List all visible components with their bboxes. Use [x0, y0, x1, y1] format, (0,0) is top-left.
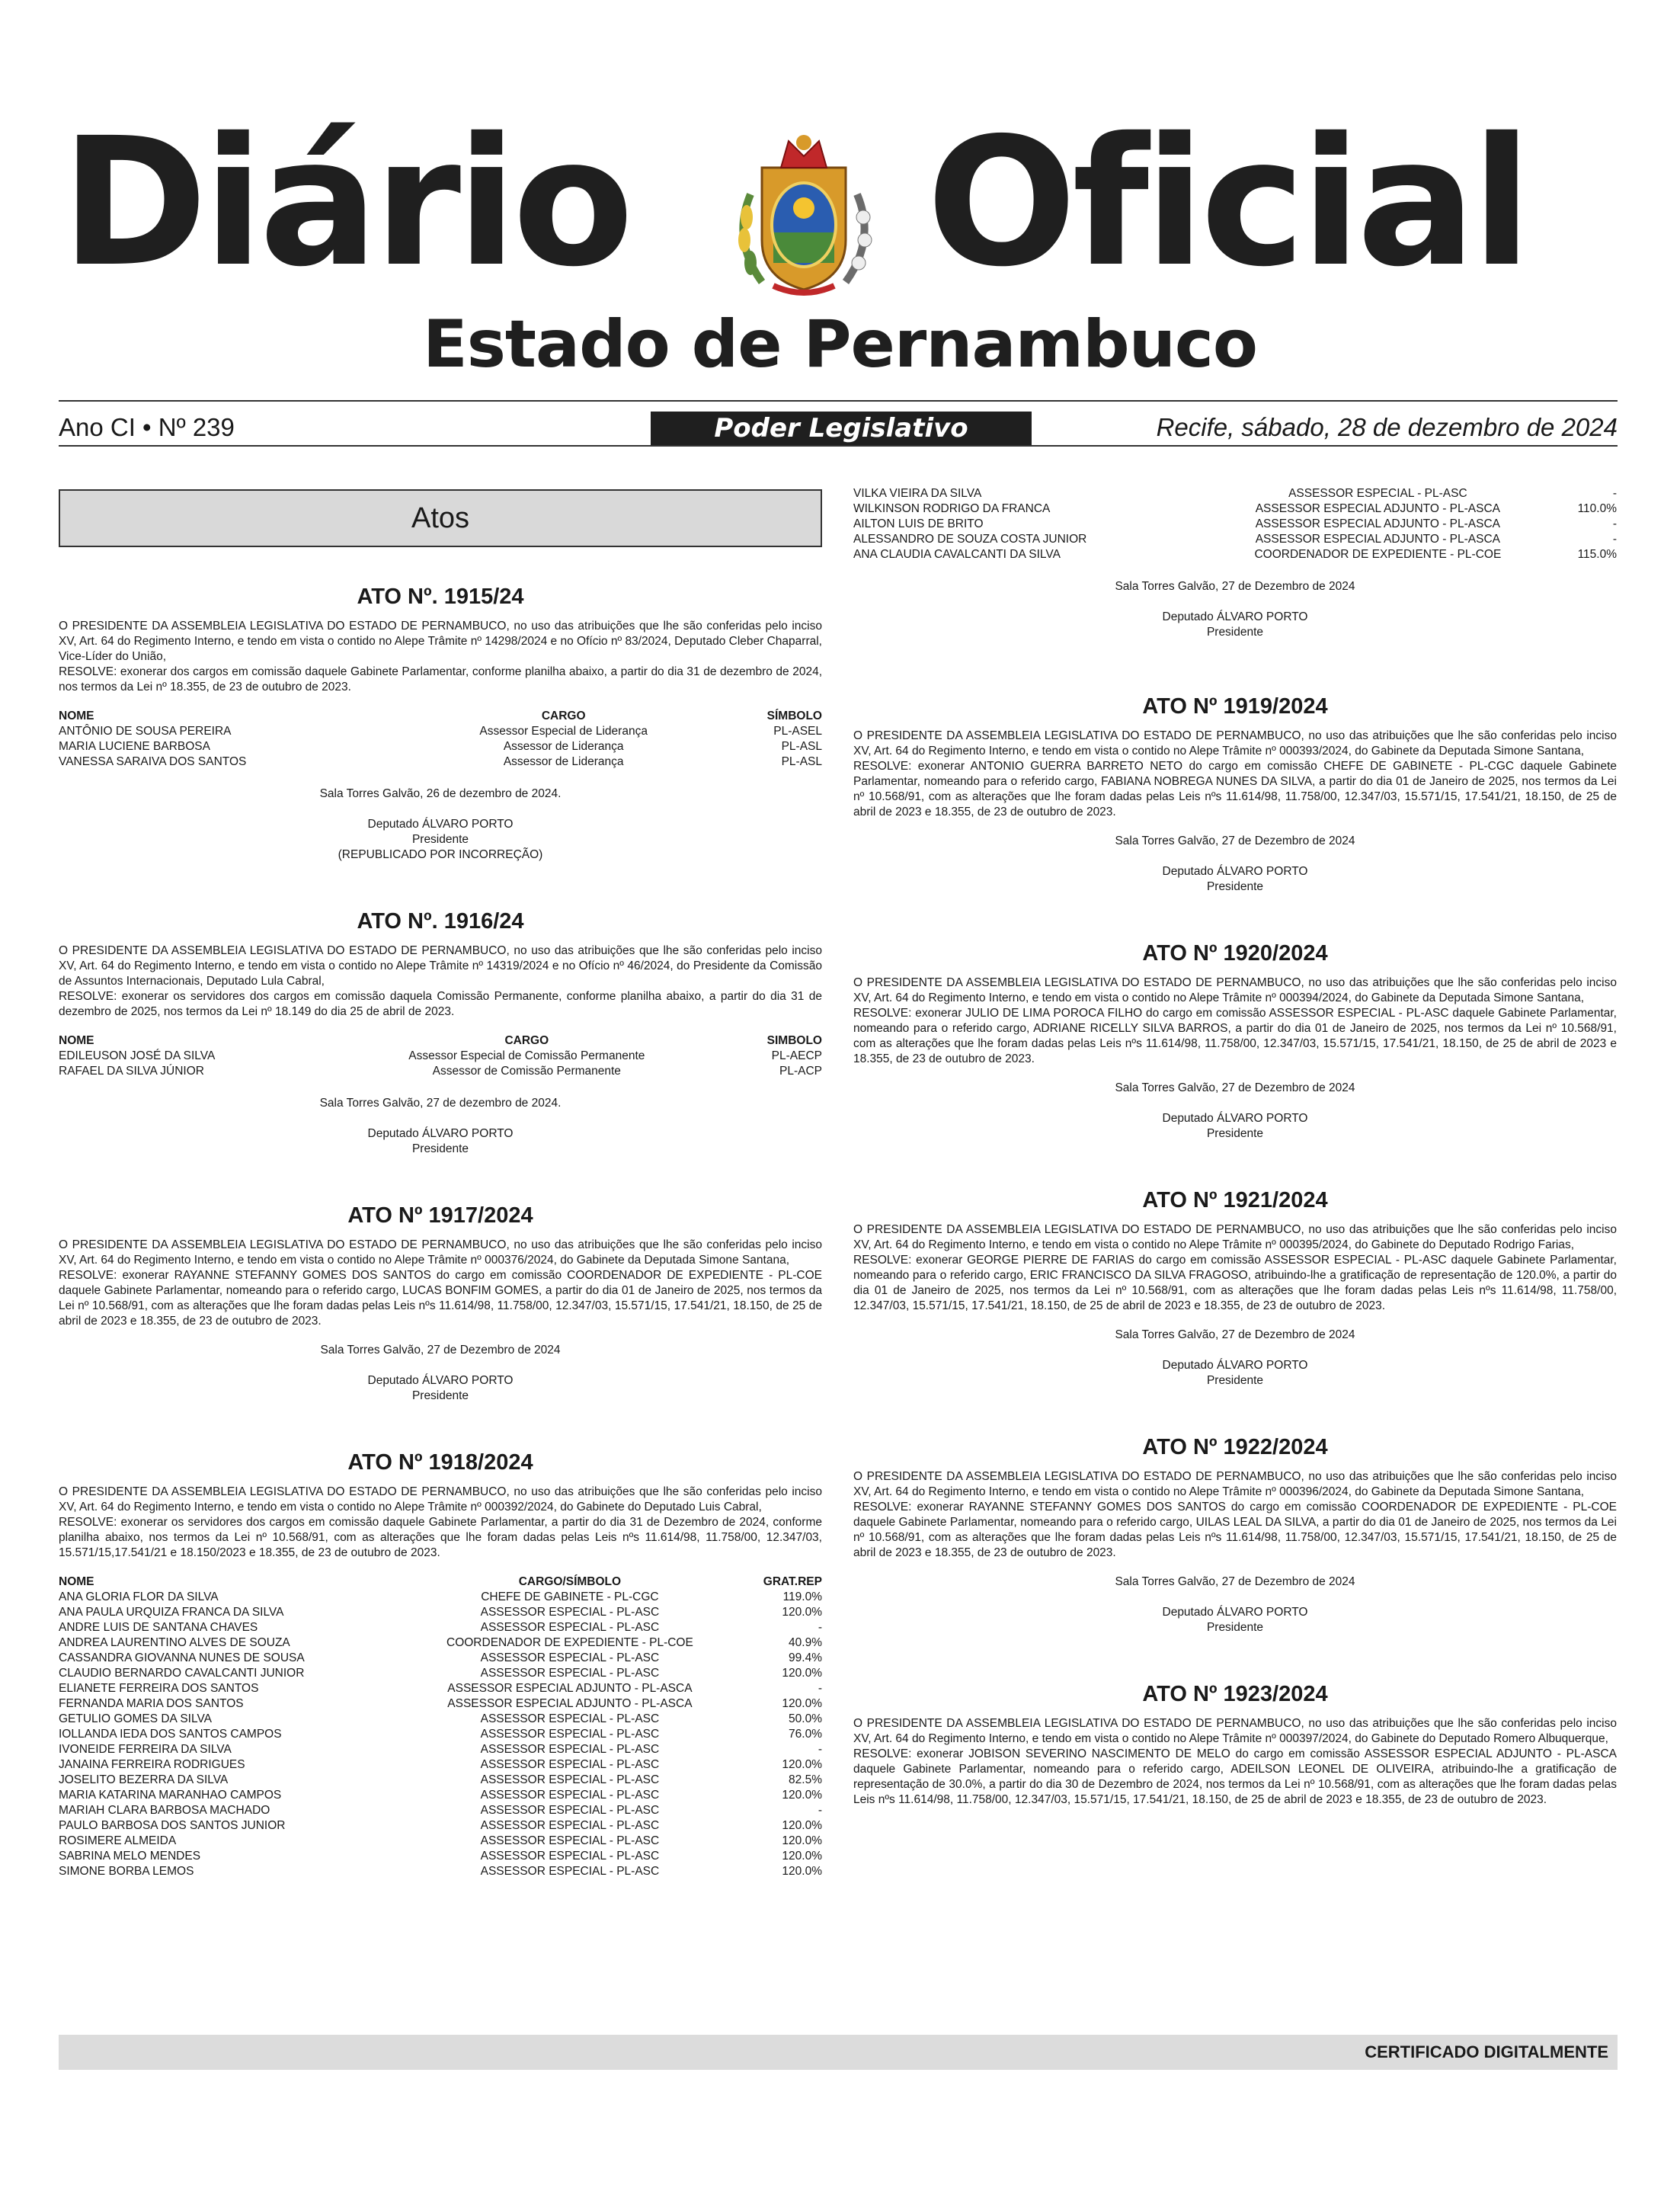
- sign-name: Deputado ÁLVARO PORTO: [1162, 1112, 1308, 1125]
- table-cell: ASSESSOR ESPECIAL ADJUNTO - PL-ASCA: [1255, 517, 1501, 530]
- ato-1919: [853, 693, 1617, 895]
- table-row: [59, 1590, 822, 1605]
- issue-number: Ano CI • Nº 239: [59, 413, 235, 441]
- table-cell: SABRINA MELO MENDES: [59, 1850, 201, 1863]
- issue-date: Recife, sábado, 28 de dezembro de 2024: [1156, 413, 1618, 441]
- ato-signature: [59, 1343, 822, 1404]
- left-column: [59, 480, 822, 1925]
- table-cell: 115.0%: [1577, 548, 1617, 561]
- continued-table: [853, 486, 1617, 562]
- ato-resolve: RESOLVE: exonerar JOBISON SEVERINO NASCIMENTO DE MELO do cargo em comissão ASSESSOR ESPECIAL ADJUNTO - PL-ASCA daquele Gabinete Parlamentar, nomeando para o referido cargo, ADEILSON LEONEL DE OLIVEIRA, atribuindo-lhe a gratificação de representação de 30.0%, a partir do dia 30 de Dezembro de 2024, nos termos da Lei nº 10.568/91, com as alterações que lhe foram dadas pelas Leis nºs 11.614/98, 11.758/00, 12.347/03, 15.571/15, 17.541/21, 18.150, de 25 de abril de 2023 e 18.355, de 23 de outubro de 2023.: [853, 1747, 1617, 1806]
- table-row: [59, 1666, 822, 1681]
- table-cell: IOLLANDA IEDA DOS SANTOS CAMPOS: [59, 1728, 282, 1741]
- table-cell: PL-ASL: [781, 740, 822, 753]
- masthead-subtitle: Estado de Pernambuco: [423, 306, 1257, 383]
- ato-1918: [59, 1449, 822, 1879]
- ato-title: ATO Nº 1917/2024: [347, 1203, 533, 1228]
- table-body: [59, 1590, 822, 1879]
- table-row: [853, 486, 1617, 501]
- sign-name: Deputado ÁLVARO PORTO: [1162, 1606, 1308, 1619]
- table-row: [59, 1049, 822, 1064]
- table-cell: 50.0%: [789, 1712, 822, 1725]
- table-cell: ASSESSOR ESPECIAL - PL-ASC: [480, 1865, 660, 1878]
- table-cell: 120.0%: [782, 1819, 822, 1832]
- table-cell: ANTÔNIO DE SOUSA PEREIRA: [59, 725, 232, 738]
- table-cell: CASSANDRA GIOVANNA NUNES DE SOUSA: [59, 1651, 305, 1664]
- table-cell: ASSESSOR ESPECIAL - PL-ASC: [480, 1743, 660, 1756]
- ato-1918-continued: [853, 486, 1617, 640]
- table-cell: COORDENADOR DE EXPEDIENTE - PL-COE: [1254, 548, 1502, 561]
- ato-body: O PRESIDENTE DA ASSEMBLEIA LEGISLATIVA DO ESTADO DE PERNAMBUCO, no uso das atribuições que lhe são conferidas pelo inciso XV, Art. 64 do Regimento Interno, e tendo em vista o contido no Alepe Trâmite nº 000396/2024, do Gabinete da Deputada Simone Santana,: [853, 1470, 1617, 1498]
- table-cell: MARIAH CLARA BARBOSA MACHADO: [59, 1804, 270, 1817]
- ato-table: [59, 1033, 822, 1079]
- sign-role: Presidente: [411, 1142, 469, 1155]
- masthead: [0, 0, 1680, 457]
- table-header: NOME: [59, 1034, 94, 1047]
- sign-place: Sala Torres Galvão, 26 de dezembro de 2024.: [319, 787, 562, 800]
- table-cell: GETULIO GOMES DA SILVA: [59, 1712, 212, 1725]
- table-cell: ASSESSOR ESPECIAL - PL-ASC: [480, 1667, 660, 1680]
- pernambuco-crest-icon: [728, 126, 880, 301]
- sign-name: Deputado ÁLVARO PORTO: [367, 1127, 514, 1140]
- table-cell: ASSESSOR ESPECIAL - PL-ASC: [1288, 487, 1467, 500]
- table-cell: -: [818, 1621, 822, 1634]
- table-cell: 119.0%: [782, 1590, 822, 1603]
- table-header: NOME: [59, 1575, 94, 1588]
- table-cell: FERNANDA MARIA DOS SANTOS: [59, 1697, 244, 1710]
- table-cell: PL-ACP: [779, 1065, 822, 1078]
- table-cell: JOSELITO BEZERRA DA SILVA: [59, 1773, 229, 1786]
- ato-1923: [853, 1681, 1617, 1808]
- section-title: Atos: [59, 489, 822, 547]
- table-row: [59, 1773, 822, 1788]
- ato-title: ATO Nº 1919/2024: [1142, 694, 1328, 719]
- table-cell: PL-ASL: [781, 755, 822, 768]
- ato-signature: [853, 579, 1617, 640]
- ato-signature: [853, 1328, 1617, 1389]
- ato-title: ATO Nº 1921/2024: [1142, 1188, 1328, 1212]
- table-row: [59, 1727, 822, 1742]
- table-cell: ASSESSOR ESPECIAL - PL-ASC: [480, 1819, 660, 1832]
- ato-resolve: RESOLVE: exonerar RAYANNE STEFANNY GOMES DOS SANTOS do cargo em comissão COORDENADOR DE EXPEDIENTE - PL-COE daquele Gabinete Parlamentar, nomeando para o referido cargo, UILAS LEAL DA SILVA, a partir do dia 01 de Janeiro de 2025, nos termos da Lei nº 10.568/91, com as alterações que lhe foram dadas pelas Leis nºs 11.614/98, 11.758/00, 12.347/03, 15.571/15, 17.541/21, 18.150, de 25 de abril de 2023 e 18.355, de 23 de outubro de 2023.: [853, 1501, 1617, 1559]
- table-cell: 110.0%: [1577, 502, 1617, 515]
- table-cell: 99.4%: [789, 1651, 822, 1664]
- table-cell: PAULO BARBOSA DOS SANTOS JUNIOR: [59, 1819, 286, 1832]
- masthead-title-right: Oficial: [926, 100, 1528, 306]
- table-cell: ASSESSOR ESPECIAL - PL-ASC: [480, 1758, 660, 1771]
- table-cell: 120.0%: [782, 1865, 822, 1878]
- table-row: [853, 517, 1617, 532]
- table-cell: Assessor Especial de Comissão Permanente: [408, 1049, 645, 1062]
- table-cell: AILTON LUIS DE BRITO: [853, 517, 984, 530]
- table-cell: 120.0%: [782, 1667, 822, 1680]
- table-cell: JANAINA FERREIRA RODRIGUES: [59, 1758, 245, 1771]
- ato-signature: [59, 786, 822, 863]
- ato-resolve: RESOLVE: exonerar dos cargos em comissão daquele Gabinete Parlamentar, conforme planilha abaixo, a partir do dia 31 de dezembro de 2024, nos termos da Lei nº 18.355, de 23 de outubro de 2023.: [59, 665, 822, 693]
- sign-place: Sala Torres Galvão, 27 de Dezembro de 2024: [1115, 834, 1355, 847]
- table-cell: VILKA VIEIRA DA SILVA: [853, 487, 982, 500]
- table-cell: VANESSA SARAIVA DOS SANTOS: [59, 755, 247, 768]
- table-cell: RAFAEL DA SILVA JÚNIOR: [59, 1065, 204, 1078]
- sign-name: Deputado ÁLVARO PORTO: [1162, 865, 1308, 878]
- table-header: GRAT.REP: [763, 1575, 822, 1588]
- ato-1920: [853, 940, 1617, 1142]
- sign-note: (REPUBLICADO POR INCORREÇÃO): [338, 848, 543, 861]
- table-cell: COORDENADOR DE EXPEDIENTE - PL-COE: [446, 1636, 693, 1649]
- sign-name: Deputado ÁLVARO PORTO: [1162, 1359, 1308, 1372]
- ato-body: O PRESIDENTE DA ASSEMBLEIA LEGISLATIVA DO ESTADO DE PERNAMBUCO, no uso das atribuições que lhe são conferidas pelo inciso XV, Art. 64 do Regimento Interno, e tendo em vista o contido no Alepe Trâmite nº 000394/2024, do Gabinete da Deputada Simone Santana,: [853, 976, 1617, 1004]
- ato-1922: [853, 1434, 1617, 1635]
- table-header: CARGO: [504, 1034, 549, 1047]
- ato-resolve: RESOLVE: exonerar GEORGE PIERRE DE FARIAS do cargo em comissão ASSESSOR ESPECIAL - PL-ASC daquele Gabinete Parlamentar, nomeando para o referido cargo, ERIC FRANCISCO DA SILVA FRAGOSO, atribuindo-lhe a gratificação de representação de 120.0%, a partir do dia 01 de Janeiro de 2025, nos termos da Lei nº 10.568/91, com as alterações que lhe foram dadas pelas Leis nºs 11.614/98, 11.758/00, 12.347/03, 15.571/15, 17.541/21, 18.150, de 25 de abril de 2023 e 18.355, de 23 de outubro de 2023.: [853, 1254, 1617, 1312]
- table-body: [853, 486, 1617, 562]
- table-row: [59, 1757, 822, 1773]
- table-cell: ASSESSOR ESPECIAL - PL-ASC: [480, 1651, 660, 1664]
- ato-title: ATO Nº. 1916/24: [357, 909, 524, 934]
- ato-1915: [59, 584, 822, 863]
- table-row: [59, 1864, 822, 1879]
- table-row: [59, 1681, 822, 1696]
- sign-role: Presidente: [411, 833, 469, 846]
- table-row: [59, 1696, 822, 1712]
- ato-resolve: RESOLVE: exonerar JULIO DE LIMA POROCA FILHO do cargo em comissão ASSESSOR ESPECIAL - PL-ASC daquele Gabinete Parlamentar, nomeando para o referido cargo, ADRIANE RICELLY SILVA BARROS, a partir do dia 01 de Janeiro de 2025, nos termos da Lei nº 10.568/91, com as alterações que lhe foram dadas pelas Leis nºs 11.614/98, 11.758/00, 12.347/03, 15.571/15, 17.541/21, 18.150, de 25 de abril de 2023 e 18.355, de 23 de outubro de 2023.: [853, 1007, 1617, 1065]
- table-cell: 120.0%: [782, 1789, 822, 1802]
- ato-title: ATO Nº 1918/2024: [347, 1450, 533, 1475]
- sign-name: Deputado ÁLVARO PORTO: [367, 818, 514, 831]
- table-cell: MARIA LUCIENE BARBOSA: [59, 740, 210, 753]
- ato-1921: [853, 1187, 1617, 1389]
- table-cell: ASSESSOR ESPECIAL - PL-ASC: [480, 1834, 660, 1847]
- sign-role: Presidente: [1206, 880, 1264, 893]
- table-cell: ASSESSOR ESPECIAL - PL-ASC: [480, 1712, 660, 1725]
- table-cell: ASSESSOR ESPECIAL - PL-ASC: [480, 1606, 660, 1619]
- ato-signature: [853, 1574, 1617, 1635]
- table-cell: ASSESSOR ESPECIAL - PL-ASC: [480, 1850, 660, 1863]
- ato-body: O PRESIDENTE DA ASSEMBLEIA LEGISLATIVA DO ESTADO DE PERNAMBUCO, no uso das atribuições que lhe são conferidas pelo inciso XV, Art. 64 do Regimento Interno, e tendo em vista o contido no Alepe Trâmite nº 14298/2024 e no Ofício nº 83/2024, Deputado Cleber Chaparral, Vice-Líder do União,: [59, 620, 822, 663]
- sign-role: Presidente: [1206, 1374, 1264, 1387]
- table-row: [59, 1742, 822, 1757]
- table-cell: -: [818, 1682, 822, 1695]
- table-row: [59, 1849, 822, 1864]
- table-body: [59, 1049, 822, 1079]
- table-cell: CHEFE DE GABINETE - PL-CGC: [481, 1590, 659, 1603]
- table-cell: -: [1612, 533, 1617, 546]
- ato-title: ATO Nº 1922/2024: [1142, 1435, 1328, 1459]
- ato-resolve: RESOLVE: exonerar ANTONIO GUERRA BARRETO NETO do cargo em comissão CHEFE DE GABINETE - PL-CGC daquele Gabinete Parlamentar, nomeando para o referido cargo, FABIANA NOBREGA NUNES DA SILVA, a partir do dia 01 de Janeiro de 2025, nos termos da Lei nº 10.568/91, com as alterações que lhe foram dadas pelas Leis nºs 11.614/98, 11.758/00, 12.347/03, 15.571/15, 17.541/21, 18.150, de 25 de abril de 2023 e 18.355, de 23 de outubro de 2023.: [853, 760, 1617, 818]
- table-cell: 120.0%: [782, 1834, 822, 1847]
- ato-table: [59, 1574, 822, 1879]
- table-header: NOME: [59, 710, 94, 722]
- ato-resolve: RESOLVE: exonerar RAYANNE STEFANNY GOMES DOS SANTOS do cargo em comissão COORDENADOR DE EXPEDIENTE - PL-COE daquele Gabinete Parlamentar, nomeando para o referido cargo, LUCAS BONFIM GOMES, a partir do dia 01 de Janeiro de 2025, nos termos da Lei nº 10.568/91, com as alterações que lhe foram dadas pelas Leis nºs 11.614/98, 11.758/00, 12.347/03, 15.571/15, 17.541/21, 18.150, de 25 de abril de 2023 e 18.355, de 23 de outubro de 2023.: [59, 1269, 822, 1328]
- table-cell: 76.0%: [789, 1728, 822, 1741]
- sign-role: Presidente: [1206, 1621, 1264, 1634]
- table-cell: -: [1612, 517, 1617, 530]
- sign-place: Sala Torres Galvão, 27 de Dezembro de 2024: [1115, 1328, 1355, 1341]
- sign-place: Sala Torres Galvão, 27 de Dezembro de 2024: [1115, 580, 1355, 593]
- table-cell: ASSESSOR ESPECIAL ADJUNTO - PL-ASCA: [1255, 502, 1501, 515]
- table-cell: ANA CLAUDIA CAVALCANTI DA SILVA: [853, 548, 1061, 561]
- table-row: [59, 1788, 822, 1803]
- table-cell: 120.0%: [782, 1697, 822, 1710]
- section-banner: Poder Legislativo: [651, 412, 1032, 445]
- table-cell: SIMONE BORBA LEMOS: [59, 1865, 194, 1878]
- table-cell: ASSESSOR ESPECIAL ADJUNTO - PL-ASCA: [1255, 533, 1501, 546]
- table-cell: -: [818, 1804, 822, 1817]
- table-cell: Assessor Especial de Liderança: [479, 725, 648, 738]
- table-row: [59, 739, 822, 754]
- table-cell: PL-AECP: [771, 1049, 822, 1062]
- table-row: [59, 1620, 822, 1635]
- ato-body: O PRESIDENTE DA ASSEMBLEIA LEGISLATIVA DO ESTADO DE PERNAMBUCO, no uso das atribuições que lhe são conferidas pelo inciso XV, Art. 64 do Regimento Interno, e tendo em vista o contido no Alepe Trâmite nº 000392/2024, do Gabinete do Deputado Luis Cabral,: [59, 1485, 822, 1514]
- table-row: [853, 501, 1617, 517]
- table-cell: ANA GLORIA FLOR DA SILVA: [59, 1590, 219, 1603]
- table-cell: -: [1612, 487, 1617, 500]
- table-cell: -: [818, 1743, 822, 1756]
- ato-resolve: RESOLVE: exonerar os servidores dos cargos em comissão daquele Gabinete Parlamentar, a partir do dia 31 de Dezembro de 2024, conforme planilha abaixo, nos termos da Lei nº 10.568/91, com as alterações que lhe foram dadas pelas Leis nºs 11.614/98, 11.758/00, 12.347/03, 15.571/15,17.541/21 e 18.150/2023 e 18.355, de 23 de outubro de 2023.: [59, 1516, 822, 1559]
- ato-resolve: RESOLVE: exonerar os servidores dos cargos em comissão daquela Comissão Permanente, conforme planilha abaixo, a partir do dia 31 de dezembro de 2025, nos termos da Lei nº 18.149 do dia 25 de abril de 2023.: [59, 990, 822, 1018]
- table-cell: ALESSANDRO DE SOUZA COSTA JUNIOR: [853, 533, 1087, 546]
- table-row: [59, 754, 822, 770]
- issue-info-bar: [59, 412, 1618, 450]
- table-row: [59, 1651, 822, 1666]
- table-cell: 82.5%: [789, 1773, 822, 1786]
- table-cell: WILKINSON RODRIGO DA FRANCA: [853, 502, 1051, 515]
- table-row: [59, 1605, 822, 1620]
- table-row: [59, 1064, 822, 1079]
- header-top-rule: [59, 400, 1618, 402]
- ato-signature: [853, 834, 1617, 895]
- table-row: [59, 1818, 822, 1834]
- table-cell: ANA PAULA URQUIZA FRANCA DA SILVA: [59, 1606, 284, 1619]
- sign-name: Deputado ÁLVARO PORTO: [367, 1374, 514, 1387]
- table-cell: 120.0%: [782, 1850, 822, 1863]
- ato-title: ATO Nº. 1915/24: [357, 585, 524, 609]
- table-cell: ASSESSOR ESPECIAL - PL-ASC: [480, 1621, 660, 1634]
- table-body: [59, 724, 822, 770]
- ato-body: O PRESIDENTE DA ASSEMBLEIA LEGISLATIVA DO ESTADO DE PERNAMBUCO, no uso das atribuições que lhe são conferidas pelo inciso XV, Art. 64 do Regimento Interno, e tendo em vista o contido no Alepe Trâmite nº 000376/2024, do Gabinete da Deputada Simone Santana,: [59, 1238, 822, 1267]
- table-cell: CLAUDIO BERNARDO CAVALCANTI JUNIOR: [59, 1667, 305, 1680]
- table-cell: 120.0%: [782, 1606, 822, 1619]
- table-row: [59, 1635, 822, 1651]
- table-cell: ANDRE LUIS DE SANTANA CHAVES: [59, 1621, 258, 1634]
- table-cell: ANDREA LAURENTINO ALVES DE SOUZA: [59, 1636, 290, 1649]
- sign-place: Sala Torres Galvão, 27 de Dezembro de 2024: [1115, 1575, 1355, 1588]
- table-row: [59, 1834, 822, 1849]
- table-cell: PL-ASEL: [773, 725, 822, 738]
- table-row: [59, 1712, 822, 1727]
- ato-1917: [59, 1203, 822, 1404]
- table-cell: Assessor de Comissão Permanente: [432, 1065, 621, 1078]
- table-cell: ASSESSOR ESPECIAL ADJUNTO - PL-ASCA: [447, 1682, 693, 1695]
- table-row: [853, 532, 1617, 547]
- right-column: [853, 480, 1617, 1853]
- table-row: [853, 547, 1617, 562]
- table-header: SIMBOLO: [766, 1034, 822, 1047]
- table-cell: Assessor de Liderança: [503, 755, 624, 768]
- table-cell: IVONEIDE FERREIRA DA SILVA: [59, 1743, 232, 1756]
- table-cell: ROSIMERE ALMEIDA: [59, 1834, 177, 1847]
- ato-body: O PRESIDENTE DA ASSEMBLEIA LEGISLATIVA DO ESTADO DE PERNAMBUCO, no uso das atribuições que lhe são conferidas pelo inciso XV, Art. 64 do Regimento Interno, e tendo em vista o contido no Alepe Trâmite nº 000393/2024, do Gabinete da Deputada Simone Santana,: [853, 729, 1617, 758]
- header-bottom-rule: [59, 445, 1618, 447]
- sign-place: Sala Torres Galvão, 27 de Dezembro de 2024: [320, 1344, 561, 1357]
- ato-title: ATO Nº 1920/2024: [1142, 941, 1328, 966]
- table-cell: EDILEUSON JOSÉ DA SILVA: [59, 1049, 216, 1062]
- table-cell: ELIANETE FERREIRA DOS SANTOS: [59, 1682, 259, 1695]
- table-header: CARGO/SÍMBOLO: [518, 1575, 622, 1588]
- sign-role: Presidente: [1206, 1127, 1264, 1140]
- masthead-title-left: Diário: [61, 100, 629, 306]
- ato-signature: [853, 1081, 1617, 1142]
- table-cell: ASSESSOR ESPECIAL ADJUNTO - PL-ASCA: [447, 1697, 693, 1710]
- table-header: SÍMBOLO: [766, 710, 822, 722]
- sign-role: Presidente: [411, 1389, 469, 1402]
- ato-table: [59, 709, 822, 770]
- ato-signature: [59, 1096, 822, 1157]
- ato-title: ATO Nº 1923/2024: [1142, 1682, 1328, 1706]
- digital-certificate-footer: CERTIFICADO DIGITALMENTE: [59, 2035, 1618, 2070]
- table-cell: ASSESSOR ESPECIAL - PL-ASC: [480, 1773, 660, 1786]
- ato-body: O PRESIDENTE DA ASSEMBLEIA LEGISLATIVA DO ESTADO DE PERNAMBUCO, no uso das atribuições que lhe são conferidas pelo inciso XV, Art. 64 do Regimento Interno, e tendo em vista o contido no Alepe Trâmite nº 000397/2024, do Gabinete do Deputado Romero Albuquerque,: [853, 1717, 1617, 1745]
- table-header: CARGO: [541, 710, 586, 722]
- sign-role: Presidente: [1206, 626, 1264, 639]
- table-row: [59, 724, 822, 739]
- table-cell: Assessor de Liderança: [503, 740, 624, 753]
- sign-place: Sala Torres Galvão, 27 de Dezembro de 2024: [1115, 1081, 1355, 1094]
- ato-body: O PRESIDENTE DA ASSEMBLEIA LEGISLATIVA DO ESTADO DE PERNAMBUCO, no uso das atribuições que lhe são conferidas pelo inciso XV, Art. 64 do Regimento Interno, e tendo em vista o contido no Alepe Trâmite nº 14319/2024 e no Ofício nº 46/2024, do Presidente da Comissão de Assuntos Internacionais, Deputado Lula Cabral,: [59, 944, 822, 988]
- table-cell: MARIA KATARINA MARANHAO CAMPOS: [59, 1789, 282, 1802]
- table-cell: ASSESSOR ESPECIAL - PL-ASC: [480, 1804, 660, 1817]
- sign-place: Sala Torres Galvão, 27 de dezembro de 2024.: [319, 1097, 562, 1110]
- table-cell: 120.0%: [782, 1758, 822, 1771]
- table-cell: ASSESSOR ESPECIAL - PL-ASC: [480, 1728, 660, 1741]
- ato-1916: [59, 908, 822, 1157]
- table-row: [59, 1803, 822, 1818]
- table-cell: 40.9%: [789, 1636, 822, 1649]
- sign-name: Deputado ÁLVARO PORTO: [1162, 610, 1308, 623]
- ato-body: O PRESIDENTE DA ASSEMBLEIA LEGISLATIVA DO ESTADO DE PERNAMBUCO, no uso das atribuições que lhe são conferidas pelo inciso XV, Art. 64 do Regimento Interno, e tendo em vista o contido no Alepe Trâmite nº 000395/2024, do Gabinete do Deputado Rodrigo Farias,: [853, 1223, 1617, 1251]
- table-cell: ASSESSOR ESPECIAL - PL-ASC: [480, 1789, 660, 1802]
